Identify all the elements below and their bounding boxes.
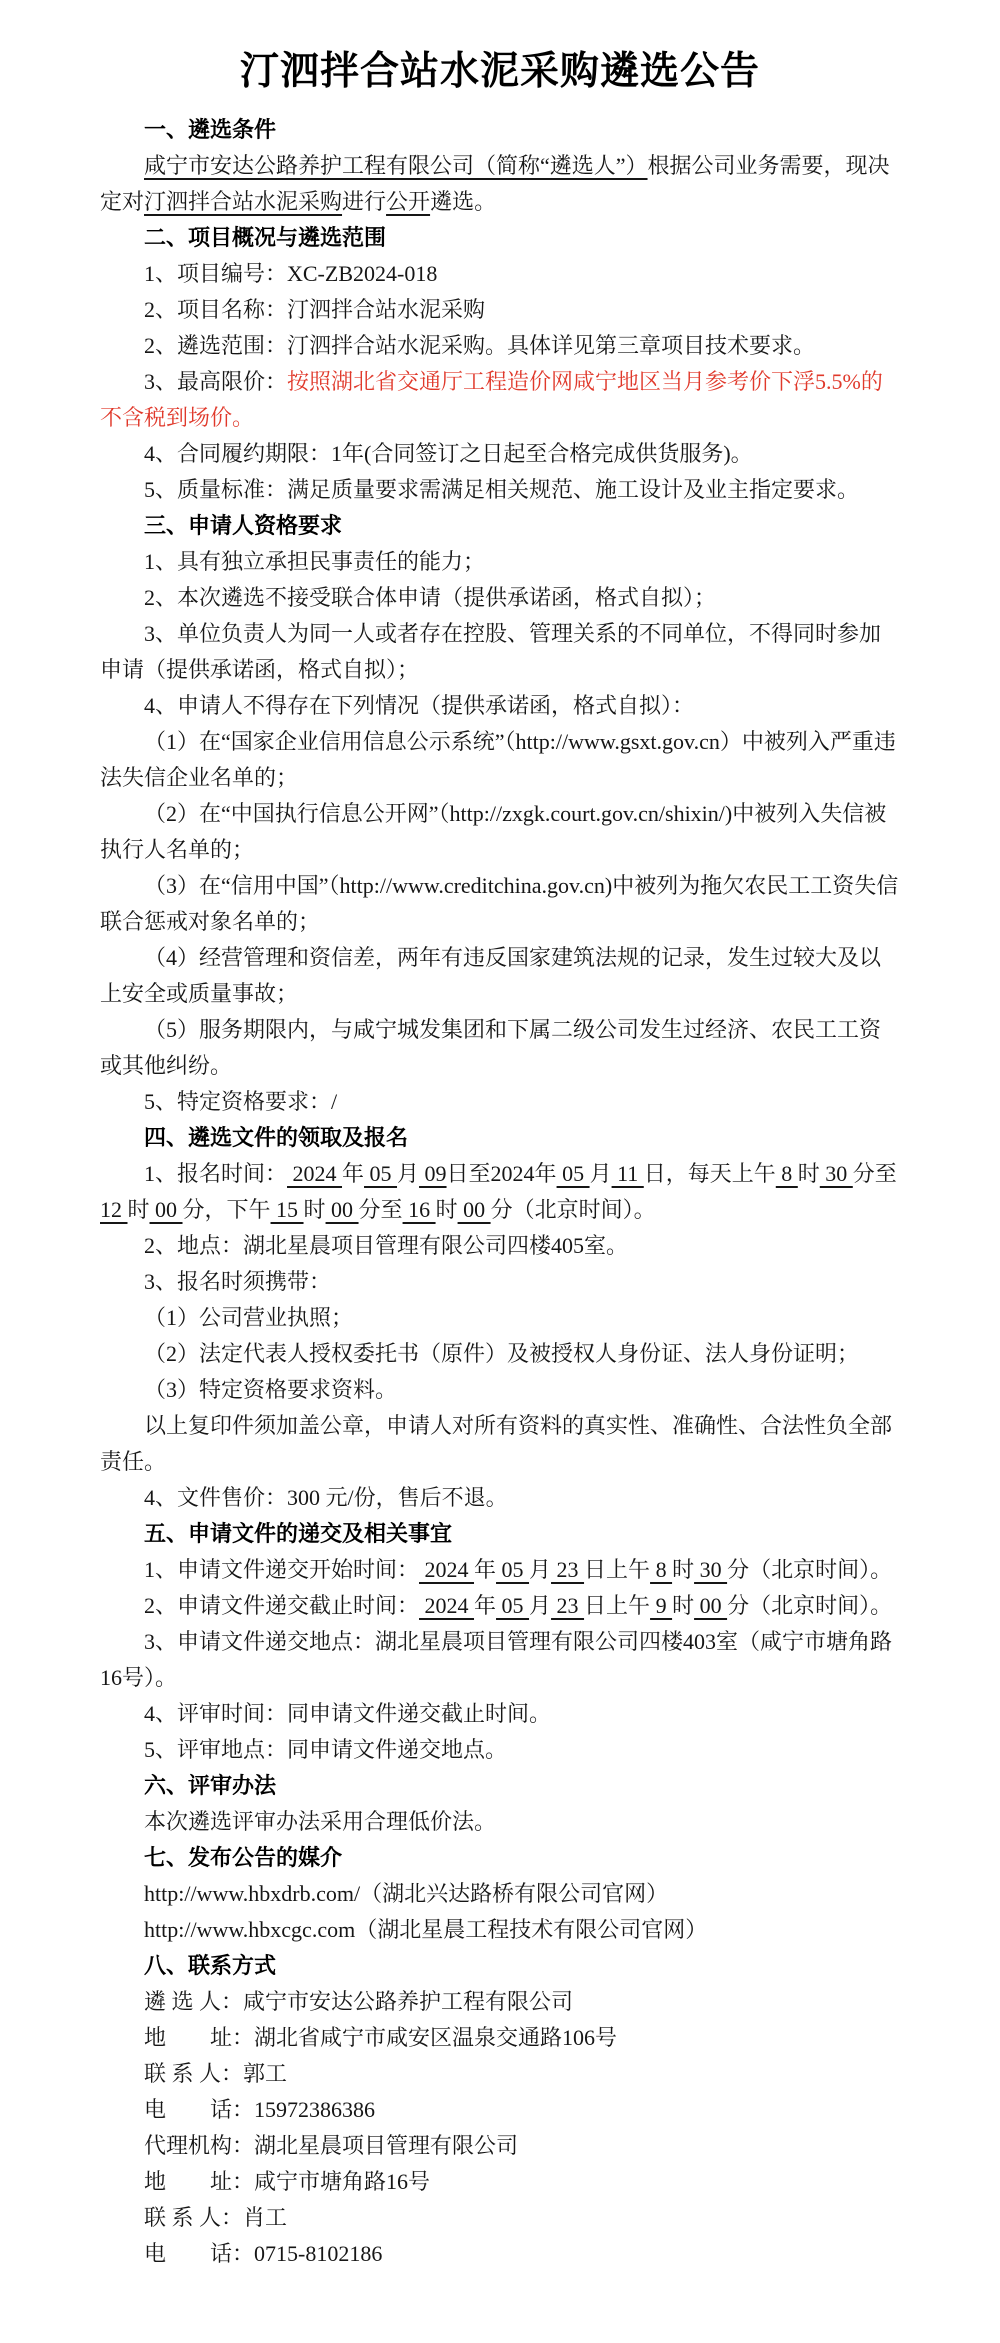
text-run: （5）服务期限内，与咸宁城发集团和下属二级公司发生过经济、农民工工资或其他纠纷。 — [100, 1017, 882, 1078]
text-run: 遴选。 — [430, 189, 497, 214]
text-run: （3）在“信用中国”（http://www.creditchina.gov.cn)中被列为拖欠农民工工资失信联合惩戒对象名单的； — [100, 873, 899, 934]
paragraph — [100, 1264, 900, 1300]
underlined-text: 23 — [551, 1593, 585, 1618]
section-heading — [100, 112, 900, 148]
paragraph — [100, 256, 900, 292]
underlined-text: 30 — [694, 1557, 728, 1582]
text-run: 2、地点：湖北星晨项目管理有限公司四楼405室。 — [144, 1233, 629, 1258]
paragraph — [100, 2200, 900, 2236]
section-heading — [100, 1120, 900, 1156]
underlined-text: 12 — [100, 1197, 128, 1222]
text-run: 分，下午 — [182, 1197, 271, 1222]
underlined-text: 23 — [551, 1557, 585, 1582]
document-body — [100, 112, 900, 2272]
text-run: 七、发布公告的媒介 — [144, 1845, 343, 1870]
underlined-text: 00 — [149, 1197, 183, 1222]
text-run: 三、申请人资格要求 — [144, 513, 343, 538]
text-run: 本次遴选评审办法采用合理低价法。 — [144, 1809, 497, 1834]
text-run: 月 — [397, 1161, 420, 1186]
text-run: 1、报名时间： — [144, 1161, 288, 1186]
text-run: 遴 选 人：咸宁市安达公路养护工程有限公司 — [144, 1989, 574, 2014]
section-heading — [100, 1840, 900, 1876]
section-heading — [100, 508, 900, 544]
text-run: 联 系 人：郭工 — [144, 2061, 288, 2086]
paragraph — [100, 328, 900, 364]
paragraph — [100, 1804, 900, 1840]
text-run: （1）在“国家企业信用信息公示系统”（http://www.gsxt.gov.cn）中被列入严重违法失信企业名单的； — [100, 729, 896, 790]
text-run: http://www.hbxdrb.com/（湖北兴达路桥有限公司官网） — [144, 1881, 669, 1906]
paragraph — [100, 1156, 900, 1228]
text-run: 年 — [342, 1161, 365, 1186]
text-run: （4）经营管理和资信差，两年有违反国家建筑法规的记录，发生过较大及以上安全或质量事故； — [100, 945, 882, 1006]
paragraph — [100, 436, 900, 472]
text-run: 地 址：咸宁市塘角路16号 — [144, 2169, 431, 2194]
text-run: 日上午 — [584, 1593, 651, 1618]
paragraph — [100, 940, 900, 1012]
underlined-text: 00 — [694, 1593, 728, 1618]
text-run: 四、遴选文件的领取及报名 — [144, 1125, 409, 1150]
text-run: 分（北京时间）。 — [727, 1557, 893, 1582]
text-run: 五、申请文件的递交及相关事宜 — [144, 1521, 453, 1546]
underlined-text: 05 — [496, 1557, 530, 1582]
text-run: 年 — [474, 1593, 497, 1618]
paragraph — [100, 472, 900, 508]
text-run: 1、申请文件递交开始时间： — [144, 1557, 420, 1582]
text-run: 月 — [529, 1557, 552, 1582]
text-run: 3、最高限价： — [144, 369, 288, 394]
text-run: 一、遴选条件 — [144, 117, 277, 142]
text-run: 时 — [303, 1197, 326, 1222]
text-run: 4、合同履约期限：1年(合同签订之日起至合格完成供货服务)。 — [144, 441, 753, 466]
text-run: http://www.hbxcgc.com（湖北星晨工程技术有限公司官网） — [144, 1917, 708, 1942]
paragraph — [100, 1912, 900, 1948]
paragraph — [100, 1012, 900, 1084]
paragraph — [100, 1408, 900, 1480]
underlined-text: 09 — [419, 1161, 447, 1186]
underlined-text: 30 — [819, 1161, 853, 1186]
underlined-text: 2024 — [287, 1161, 343, 1186]
text-run: 六、评审办法 — [144, 1773, 277, 1798]
doc-title: 汀泗拌合站水泥采购遴选公告 — [239, 50, 760, 93]
text-run: 电 话：0715-8102186 — [144, 2241, 383, 2266]
underlined-text: 00 — [457, 1197, 491, 1222]
paragraph — [100, 544, 900, 580]
paragraph — [100, 688, 900, 724]
paragraph — [100, 292, 900, 328]
text-run: 3、报名时须携带： — [144, 1269, 332, 1294]
paragraph — [100, 1372, 900, 1408]
text-run: 2、遴选范围：汀泗拌合站水泥采购。具体详见第三章项目技术要求。 — [144, 333, 816, 358]
text-run: 根据公司业务需要，现决定对 — [100, 153, 890, 214]
section-heading — [100, 1516, 900, 1552]
paragraph — [100, 1732, 900, 1768]
text-run: 地 址：湖北省咸宁市咸安区温泉交通路106号 — [144, 2025, 618, 2050]
text-run: （1）公司营业执照； — [144, 1305, 354, 1330]
text-run: 联 系 人：肖工 — [144, 2205, 288, 2230]
text-run: 时 — [672, 1557, 695, 1582]
paragraph — [100, 1588, 900, 1624]
paragraph — [100, 2236, 900, 2272]
paragraph — [100, 2020, 900, 2056]
text-run: 日上午 — [584, 1557, 651, 1582]
text-run: 5、质量标准：满足质量要求需满足相关规范、施工设计及业主指定要求。 — [144, 477, 860, 502]
paragraph — [100, 2092, 900, 2128]
underlined-text: 05 — [364, 1161, 398, 1186]
paragraph — [100, 1228, 900, 1264]
underlined-text: 11 — [611, 1161, 644, 1186]
paragraph — [100, 148, 900, 220]
text-run: 4、文件售价：300 元/份，售后不退。 — [144, 1485, 508, 1510]
underlined-text: 公开 — [386, 189, 431, 214]
paragraph — [100, 580, 900, 616]
text-run: 分至 — [358, 1197, 403, 1222]
paragraph — [100, 2056, 900, 2092]
text-run: 进行 — [342, 189, 387, 214]
paragraph — [100, 724, 900, 796]
underlined-text: 05 — [496, 1593, 530, 1618]
text-run: 1、具有独立承担民事责任的能力； — [144, 549, 486, 574]
text-run: 时 — [797, 1161, 820, 1186]
text-run: （2）法定代表人授权委托书（原件）及被授权人身份证、法人身份证明； — [144, 1341, 860, 1366]
paragraph — [100, 1984, 900, 2020]
text-run: 二、项目概况与遴选范围 — [144, 225, 387, 250]
text-run: 3、单位负责人为同一人或者存在控股、管理关系的不同单位，不得同时参加申请（提供承诺函，格式自拟）； — [100, 621, 882, 682]
text-run: 以上复印件须加盖公章，申请人对所有资料的真实性、准确性、合法性负全部责任。 — [100, 1413, 893, 1474]
text-run: 月 — [589, 1161, 612, 1186]
text-run: 时 — [672, 1593, 695, 1618]
text-run: 3、申请文件递交地点：湖北星晨项目管理有限公司四楼403室（咸宁市塘角路16号）。 — [100, 1629, 893, 1690]
paragraph — [100, 1696, 900, 1732]
text-run: 日至2024年 — [446, 1161, 557, 1186]
section-heading — [100, 1768, 900, 1804]
text-run: （3）特定资格要求资料。 — [144, 1377, 398, 1402]
paragraph — [100, 364, 900, 436]
paragraph — [100, 796, 900, 868]
text-run: 年 — [474, 1557, 497, 1582]
paragraph — [100, 1336, 900, 1372]
paragraph — [100, 1624, 900, 1696]
text-run: 八、联系方式 — [144, 1953, 277, 1978]
text-run: 2、本次遴选不接受联合体申请（提供承诺函，格式自拟）； — [144, 585, 717, 610]
section-heading — [100, 1948, 900, 1984]
underlined-text: 00 — [325, 1197, 359, 1222]
underlined-text: 16 — [402, 1197, 436, 1222]
text-run: 2、项目名称：汀泗拌合站水泥采购 — [144, 297, 486, 322]
underlined-text: 15 — [270, 1197, 304, 1222]
text-run: 4、申请人不得存在下列情况（提供承诺函，格式自拟）： — [144, 693, 695, 718]
text-run: 分（北京时间）。 — [727, 1593, 893, 1618]
paragraph — [100, 1480, 900, 1516]
text-run: 4、评审时间：同申请文件递交截止时间。 — [144, 1701, 552, 1726]
paragraph — [100, 2128, 900, 2164]
paragraph — [100, 868, 900, 940]
underlined-text: 咸宁市安达公路养护工程有限公司（简称“遴选人”） — [144, 153, 648, 178]
underlined-text: 9 — [650, 1593, 673, 1618]
paragraph — [100, 2164, 900, 2200]
underlined-text: 05 — [556, 1161, 590, 1186]
text-run: 2、申请文件递交截止时间： — [144, 1593, 420, 1618]
text-run: 日，每天上午 — [643, 1161, 776, 1186]
paragraph — [100, 1300, 900, 1336]
paragraph — [100, 1552, 900, 1588]
red-emphasis-text: 按照湖北省交通厅工程造价网咸宁地区当月参考价下浮5.5%的不含税到场价。 — [100, 369, 883, 430]
underlined-text: 2024 — [419, 1593, 475, 1618]
paragraph — [100, 1084, 900, 1120]
text-run: 分（北京时间）。 — [490, 1197, 656, 1222]
text-run: 月 — [529, 1593, 552, 1618]
text-run: 5、特定资格要求：/ — [144, 1089, 338, 1114]
text-run: 5、评审地点：同申请文件递交地点。 — [144, 1737, 508, 1762]
text-run: 代理机构：湖北星晨项目管理有限公司 — [144, 2133, 519, 2158]
text-run: （2）在“中国执行信息公开网”（http://zxgk.court.gov.cn/shixin/)中被列入失信被执行人名单的； — [100, 801, 887, 862]
paragraph — [100, 616, 900, 688]
text-run: 电 话：15972386386 — [144, 2097, 376, 2122]
text-run: 时 — [127, 1197, 150, 1222]
underlined-text: 2024 — [419, 1557, 475, 1582]
text-run: 时 — [435, 1197, 458, 1222]
text-run: 1、项目编号：XC-ZB2024-018 — [144, 261, 438, 286]
underlined-text: 8 — [650, 1557, 673, 1582]
underlined-text: 汀泗拌合站水泥采购 — [144, 189, 343, 214]
section-heading — [100, 220, 900, 256]
text-run: 分至 — [852, 1161, 897, 1186]
underlined-text: 8 — [775, 1161, 798, 1186]
paragraph — [100, 1876, 900, 1912]
